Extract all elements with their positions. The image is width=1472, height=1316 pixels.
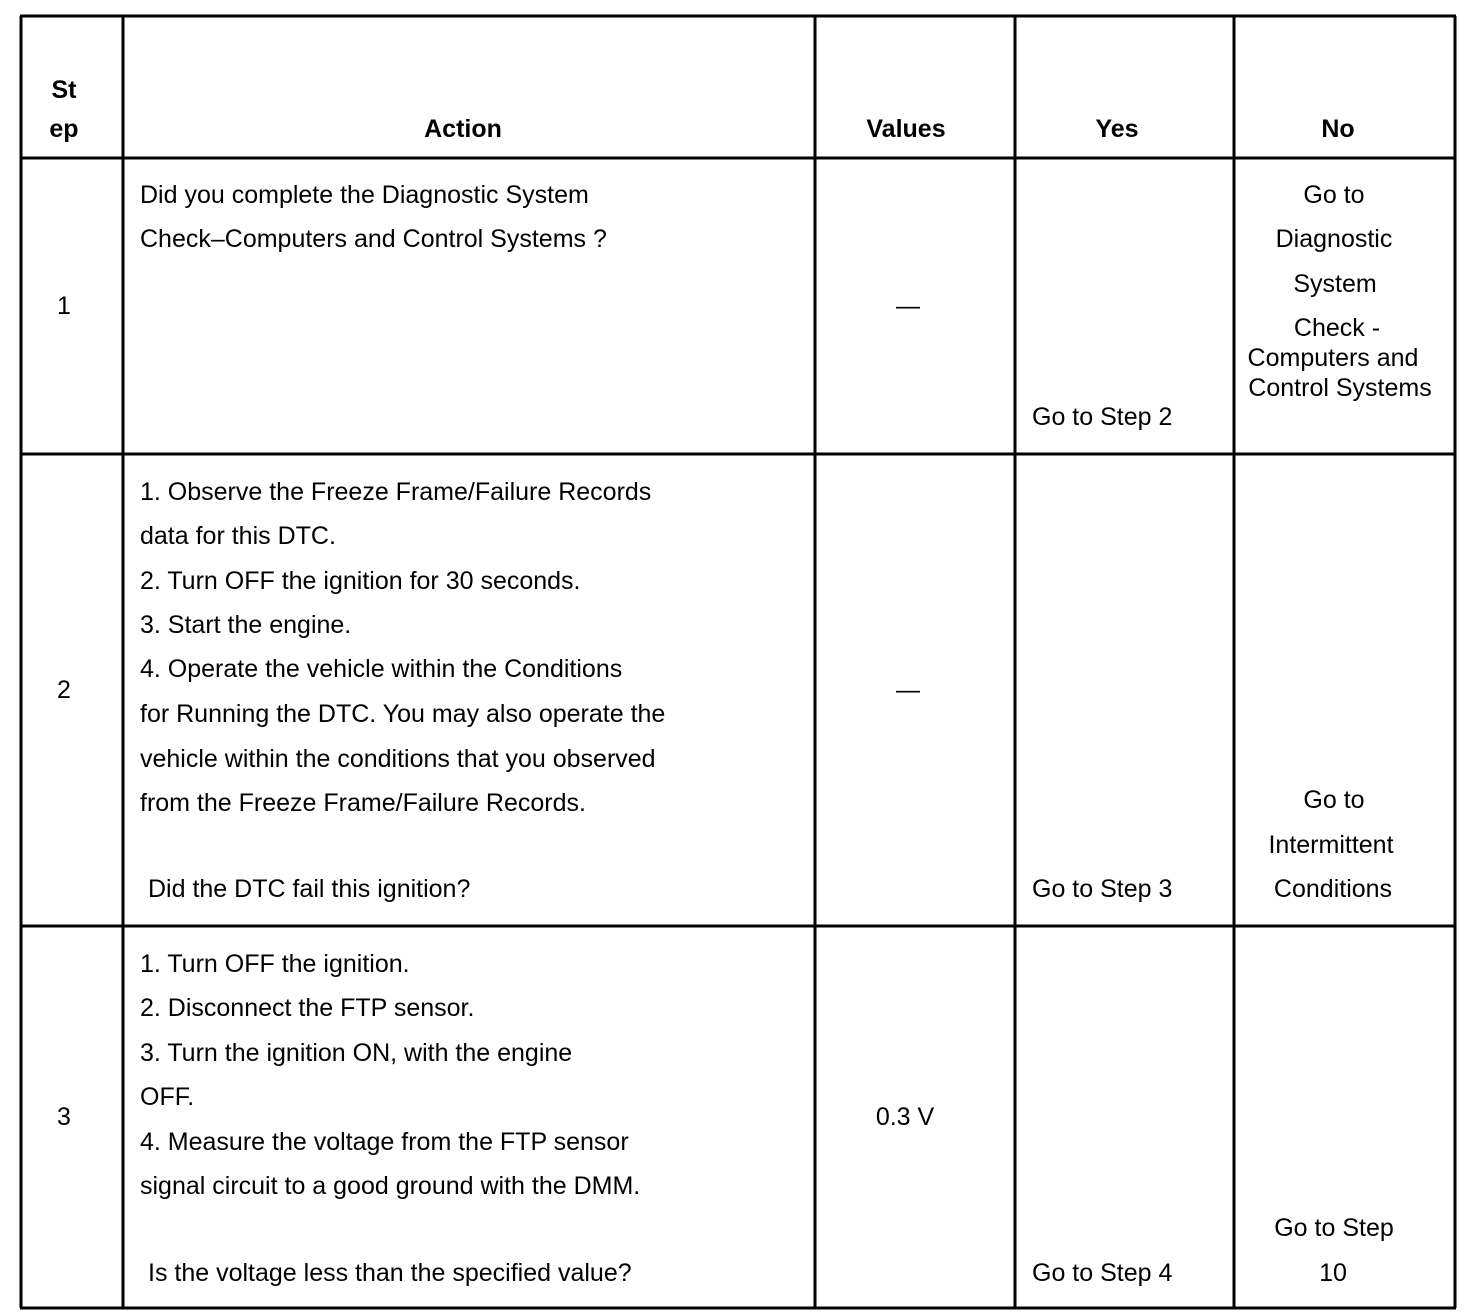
row1-no-line: Check -	[1293, 314, 1381, 342]
header-yes: Yes	[1095, 115, 1139, 143]
row2-action-line: 2. Turn OFF the ignition for 30 seconds.	[140, 567, 581, 595]
row3-yes: Go to Step 4	[1032, 1259, 1173, 1287]
row1-no-line: Go to	[1303, 181, 1365, 209]
row1-no-line: System	[1293, 270, 1377, 298]
row1-step: 1	[57, 292, 71, 320]
row3-action-line: 3. Turn the ignition ON, with the engine	[140, 1039, 573, 1067]
row3-action-line: OFF.	[140, 1083, 195, 1111]
row1-yes: Go to Step 2	[1032, 403, 1173, 431]
header-no: No	[1321, 115, 1355, 143]
row3-action-line: 1. Turn OFF the ignition.	[140, 950, 410, 978]
row2-question: Did the DTC fail this ignition?	[148, 875, 471, 903]
header-step-line2: ep	[49, 115, 79, 143]
row2-no-line: Go to	[1303, 786, 1365, 814]
row1-action-line: Check–Computers and Control Systems ?	[140, 225, 607, 253]
row2-no-line: Intermittent	[1268, 831, 1394, 859]
row1-no-line: Computers and	[1247, 344, 1419, 372]
row2-step: 2	[57, 676, 71, 704]
header-step-line1: St	[51, 76, 77, 104]
row2-action-line: data for this DTC.	[140, 522, 336, 550]
row2-action-line: 3. Start the engine.	[140, 611, 352, 639]
header-values: Values	[866, 115, 946, 143]
row1-action-line: Did you complete the Diagnostic System	[140, 181, 589, 209]
row1-no-line: Diagnostic	[1275, 225, 1393, 253]
row2-action-line: 1. Observe the Freeze Frame/Failure Records	[140, 478, 652, 506]
row3-action-line: 4. Measure the voltage from the FTP sensor	[140, 1128, 629, 1156]
row3-step: 3	[57, 1103, 71, 1131]
row2-action-line: vehicle within the conditions that you observed	[140, 745, 656, 773]
row3-no-line: Go to Step	[1274, 1214, 1394, 1242]
row3-no-line: 10	[1319, 1259, 1347, 1287]
row2-action-line: from the Freeze Frame/Failure Records.	[140, 789, 586, 817]
row2-no-line: Conditions	[1273, 875, 1393, 903]
row2-value: —	[896, 677, 920, 704]
header-action: Action	[424, 115, 502, 143]
row1-value: —	[896, 293, 920, 320]
row3-question: Is the voltage less than the specified value?	[148, 1259, 632, 1287]
row3-action-line: signal circuit to a good ground with the DMM.	[140, 1172, 641, 1200]
row2-action-line: 4. Operate the vehicle within the Conditions	[140, 655, 623, 683]
row3-action-line: 2. Disconnect the FTP sensor.	[140, 994, 475, 1022]
row3-value: 0.3 V	[875, 1103, 935, 1131]
row2-yes: Go to Step 3	[1032, 875, 1173, 903]
row1-no-line: Control Systems	[1248, 374, 1432, 402]
row2-action-line: for Running the DTC. You may also operate the	[140, 700, 666, 728]
